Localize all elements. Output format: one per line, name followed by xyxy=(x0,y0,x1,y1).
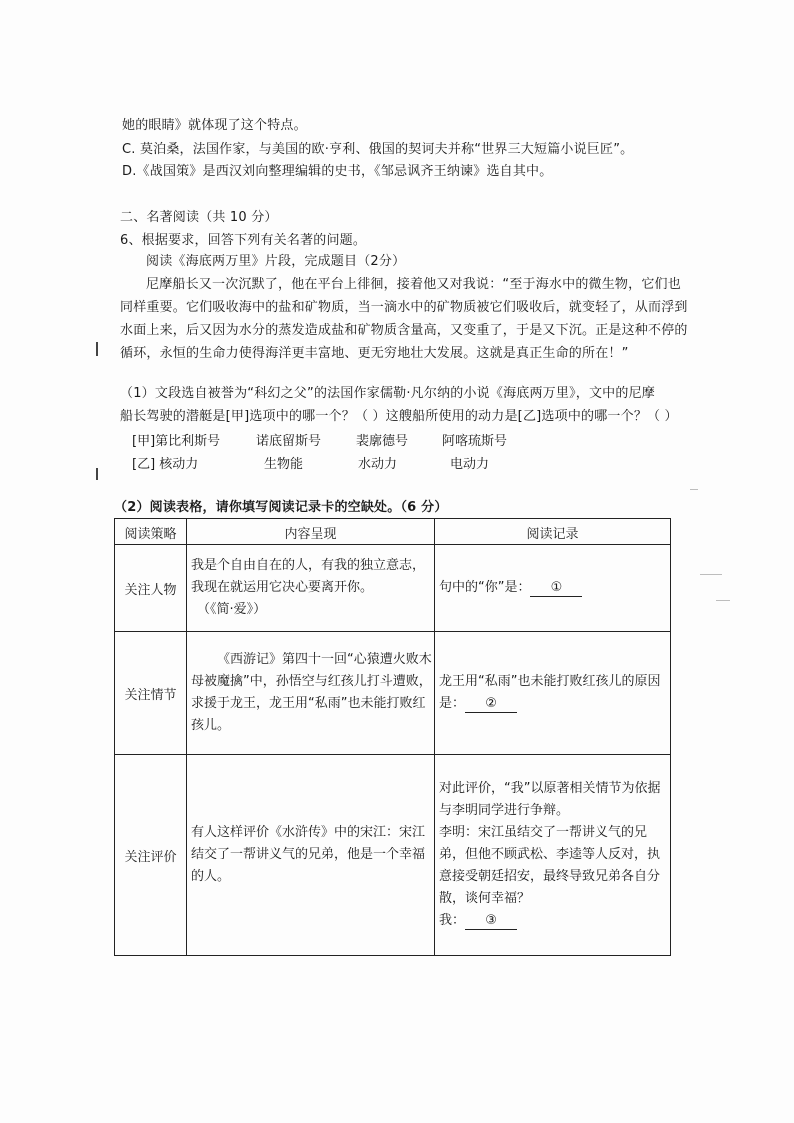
record-prompt: 句中的“你”是： xyxy=(439,580,531,595)
passage-line-2: 同样重要。它们吸收海中的盐和矿物质，当一滴水中的矿物质被它们吸收后，就变轻了，从而浮到 xyxy=(120,300,688,315)
question-1-line-1: （1）文段选自被誉为“科幻之父”的法国作家儒勒·凡尔纳的小说《海底两万里》，文中的尼摩 xyxy=(120,386,655,401)
answer-blank-1[interactable]: ① xyxy=(530,580,582,597)
strategy-cell: 关注评价 xyxy=(115,755,187,956)
question-6: 6、根据要求，回答下列有关名著的问题。 xyxy=(120,233,367,248)
record-intro: 对此评价，“我”以原著相关情节为依据与李明同学进行争辩。 xyxy=(439,781,661,818)
table-row xyxy=(115,755,671,956)
option-c: C. 莫泊桑，法国作家，与美国的欧·亨利、俄国的契诃夫并称“世界三大短篇小说巨匠”。 xyxy=(122,142,634,157)
option-jia-4: 阿喀琉斯号 xyxy=(442,434,508,449)
option-yi-2: 生物能 xyxy=(264,457,304,472)
table-header-row xyxy=(115,519,671,545)
record-cell xyxy=(435,545,671,632)
scan-noise xyxy=(690,489,698,490)
reading-instruction: 阅读《海底两万里》片段，完成题目（2分） xyxy=(146,254,406,269)
option-jia-1: [甲]第比利斯号 xyxy=(132,434,221,449)
table-row xyxy=(115,632,671,755)
option-jia-2: 诺底留斯号 xyxy=(256,434,322,449)
passage-line-4: 循环，永恒的生命力使得海洋更丰富地、更无穷地壮大发展。这就是真正生命的所在！” xyxy=(120,346,629,361)
section-title: 二、名著阅读（共 10 分） xyxy=(120,210,278,225)
margin-mark xyxy=(96,342,98,356)
question-2: （2）阅读表格，请你填写阅读记录卡的空缺处。（6 分） xyxy=(114,500,448,515)
record-me-label: 我： xyxy=(439,913,466,928)
header-strategy: 阅读策略 xyxy=(115,519,187,545)
reading-record-table xyxy=(114,518,671,956)
question-1-line-2: 船长驾驶的潜艇是[甲]选项中的哪一个？（ ）这艘船所使用的动力是[乙]选项中的哪一个？（ ） xyxy=(120,409,678,424)
content-cell xyxy=(187,545,435,632)
content-cell xyxy=(187,632,435,755)
record-prompt: 龙王用“私雨”也未能打败红孩儿的原因是： xyxy=(439,674,661,711)
options-yi xyxy=(132,456,552,474)
options-jia xyxy=(132,433,552,451)
answer-blank-3[interactable]: ③ xyxy=(465,913,517,930)
passage-line-1: 尼摩船长又一次沉默了，他在平台上徘徊，接着他又对我说：“至于海水中的微生物，它们也 xyxy=(146,277,681,292)
header-content: 内容呈现 xyxy=(187,519,435,545)
content-text: 有人这样评价《水浒传》中的宋江：宋江结交了一帮讲义气的兄弟，他是一个幸福的人。 xyxy=(191,825,426,884)
header-record: 阅读记录 xyxy=(435,519,671,545)
intro-line: 她的眼睛》就体现了这个特点。 xyxy=(122,118,307,133)
record-liming: 李明：宋江虽结交了一帮讲义气的兄弟，但他不顾武松、李逵等人反对，执意接受朝廷招安，最终导致兄弟各自分散，谈何幸福？ xyxy=(439,825,661,906)
record-cell xyxy=(435,632,671,755)
content-source: （《简·爱》） xyxy=(197,602,267,617)
strategy-cell: 关注人物 xyxy=(115,545,187,632)
table-row xyxy=(115,545,671,632)
option-yi-4: 电动力 xyxy=(450,457,490,472)
content-text: 我是个自由自在的人，有我的独立意志，我现在就运用它决心要离开你。 xyxy=(191,558,426,595)
option-d: D.《战国策》是西汉刘向整理编辑的史书，《邹忌讽齐王纳谏》选自其中。 xyxy=(122,164,553,179)
margin-mark xyxy=(96,468,98,480)
content-text: 《西游记》第四十一回“心猿遭火败木母被魔擒”中，孙悟空与红孩儿打斗遭败，求援于龙王，龙王用“私雨”也未能打败红孩儿。 xyxy=(191,652,432,733)
content-cell xyxy=(187,755,435,956)
scan-noise xyxy=(700,574,722,575)
record-cell xyxy=(435,755,671,956)
answer-blank-2[interactable]: ② xyxy=(465,696,517,713)
passage-line-3: 水面上来，后又因为水分的蒸发造成盐和矿物质含量高，又变重了，于是又下沉。正是这种不停的 xyxy=(120,323,688,338)
option-yi-3: 水动力 xyxy=(358,457,398,472)
option-jia-3: 裴廓德号 xyxy=(356,434,409,449)
option-yi-1: [乙] 核动力 xyxy=(132,457,199,472)
strategy-cell: 关注情节 xyxy=(115,632,187,755)
scan-noise xyxy=(716,600,730,601)
